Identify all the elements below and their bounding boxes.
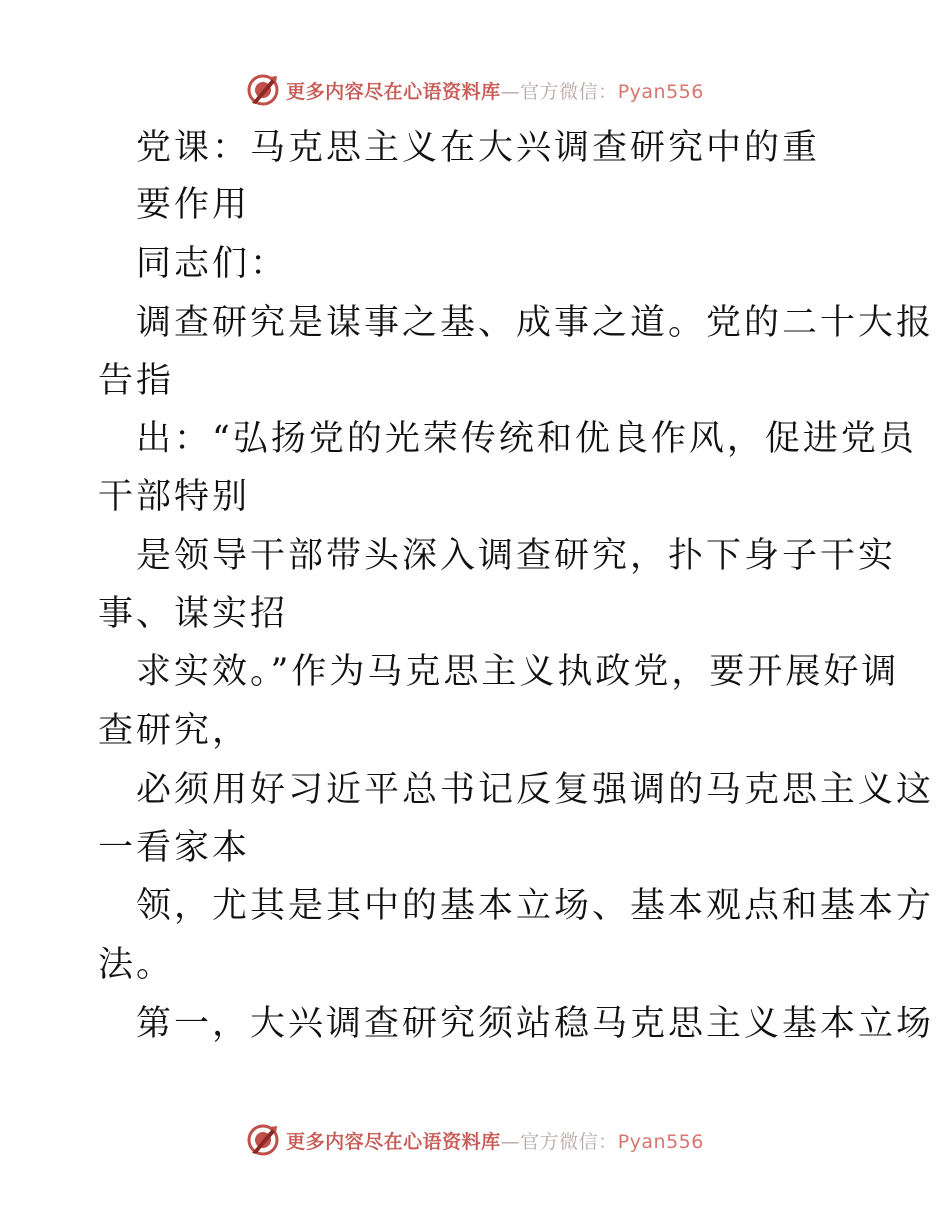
body-line: 法。 bbox=[98, 945, 175, 985]
salutation: 同志们： bbox=[136, 244, 289, 284]
quill-logo-icon bbox=[246, 1123, 280, 1157]
body-line: 求实效。”作为马克思主义执政党，要开展好调 bbox=[136, 652, 900, 692]
body-line: 告指 bbox=[98, 361, 175, 401]
body-line: 是领导干部带头深入调查研究，扑下身子干实 bbox=[136, 536, 897, 576]
body-line: 一看家本 bbox=[98, 828, 251, 868]
body-line: 查研究， bbox=[98, 711, 251, 751]
title-line-1: 党课：马克思主义在大兴调查研究中的重 bbox=[136, 128, 821, 168]
body-line: 干部特别 bbox=[98, 477, 251, 517]
body-line: 事、谋实招 bbox=[98, 594, 289, 634]
footer-watermark bbox=[0, 1120, 950, 1160]
body-line: 出：“弘扬党的光荣传统和优良作风，促进党员 bbox=[136, 419, 917, 459]
section-heading: 第一，大兴调查研究须站稳马克思主义基本立场 bbox=[136, 1004, 935, 1044]
watermark-text: 更多内容尽在心语资料库—官方微信：Pyan556 bbox=[286, 80, 704, 103]
title-line-2: 要作用 bbox=[136, 185, 251, 225]
body-line: 必须用好习近平总书记反复强调的马克思主义这 bbox=[136, 770, 935, 810]
body-line: 领，尤其是其中的基本立场、基本观点和基本方 bbox=[136, 886, 935, 926]
body-line: 调查研究是谋事之基、成事之道。党的二十大报 bbox=[136, 303, 935, 343]
watermark-text: 更多内容尽在心语资料库—官方微信：Pyan556 bbox=[286, 1130, 704, 1153]
